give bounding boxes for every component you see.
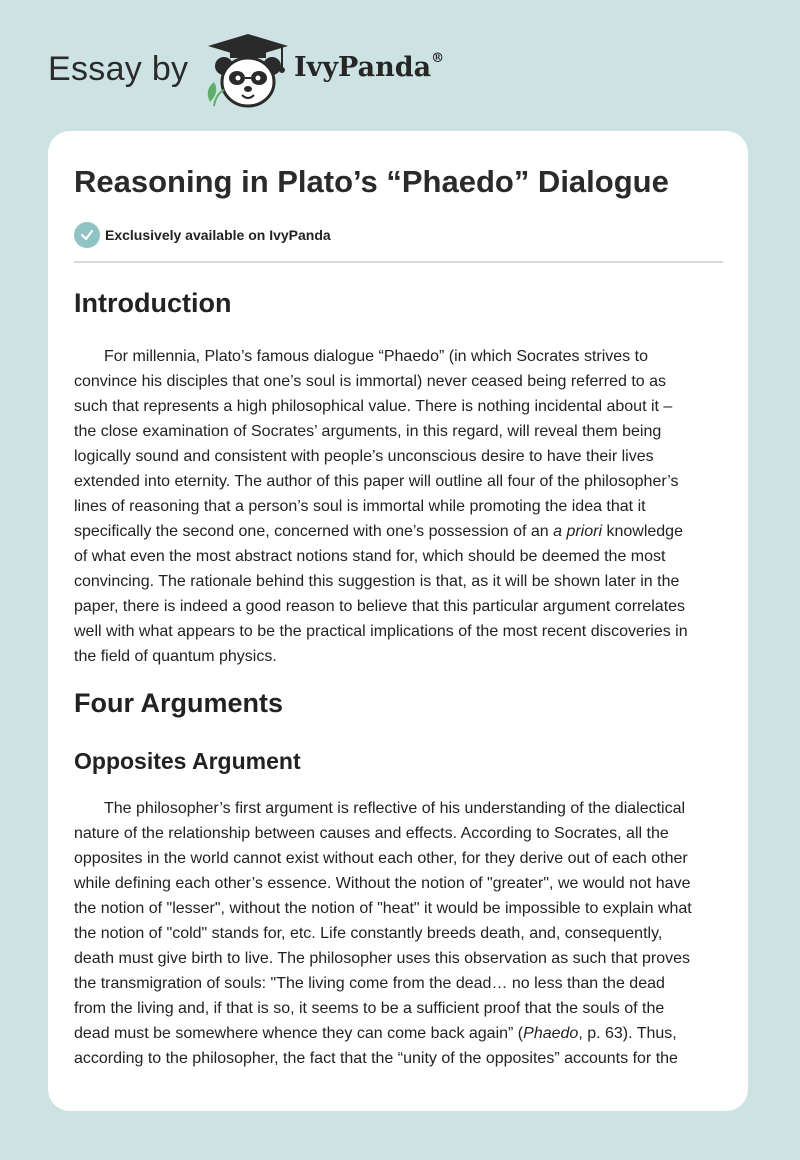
- exclusive-badge: [74, 222, 331, 248]
- badge-label: Exclusively available on IvyPanda: [105, 227, 331, 243]
- introduction-heading: Introduction: [74, 288, 232, 318]
- essay-card: [48, 131, 748, 1111]
- panda-logo-icon[interactable]: [202, 32, 294, 112]
- opposites-argument-heading: Opposites Argument: [74, 748, 301, 774]
- divider: [74, 261, 723, 263]
- site-header: [48, 32, 648, 112]
- brand-name[interactable]: IvyPanda®: [294, 51, 445, 83]
- four-arguments-heading: Four Arguments: [74, 688, 283, 718]
- introduction-paragraph: For millennia, Plato’s famous dialogue “Phaedo” (in which Socrates strives to convince his disciples that one’s soul is immortal) never ceased being referred to as such that represents a high philosophical value. There is nothing incidental about it – the close examination of Socrates’ arguments, in this regard, will reveal them being logically sound and consistent with people’s unconscious desire to have their lives extended into eternity. The author of this paper will outline all four of the philosopher’s lines of reasoning that a person’s soul is immortal while promoting the idea that it specifically the second one, concerned with one’s possession of an a priori knowledge of what even the most abstract notions stand for, which should be deemed the most convincing. The rationale behind this suggestion is that, as it will be shown later in the paper, there is indeed a good reason to believe that this particular argument correlates well with what appears to be the practical implications of the most recent discoveries in the field of quantum physics.: [74, 348, 688, 665]
- check-icon: [74, 222, 100, 248]
- opposites-paragraph: The philosopher’s first argument is reflective of his understanding of the dialectical nature of the relationship between causes and effects. According to Socrates, all the opposites in the world cannot exist without each other, for they derive out of each other while defining each other’s essence. Without the notion of "greater", we would not have the notion of "lesser", without the notion of "heat" it would be impossible to explain what the notion of "cold" stands for, etc. Life constantly breeds death, and, consequently, death must give birth to live. The philosopher uses this observation as such that proves the transmigration of souls: "The living come from the dead… no less than the dead from the living and, if that is so, it seems to be a sufficient proof that the souls of the dead must be somewhere whence they can come back again” (Phaedo, p. 63). Thus, according to the philosopher, the fact that the “unity of the opposites” accounts for the: [74, 800, 692, 1067]
- essay-by-label: Essay by: [48, 50, 189, 88]
- essay-title: Reasoning in Plato’s “Phaedo” Dialogue: [74, 164, 669, 199]
